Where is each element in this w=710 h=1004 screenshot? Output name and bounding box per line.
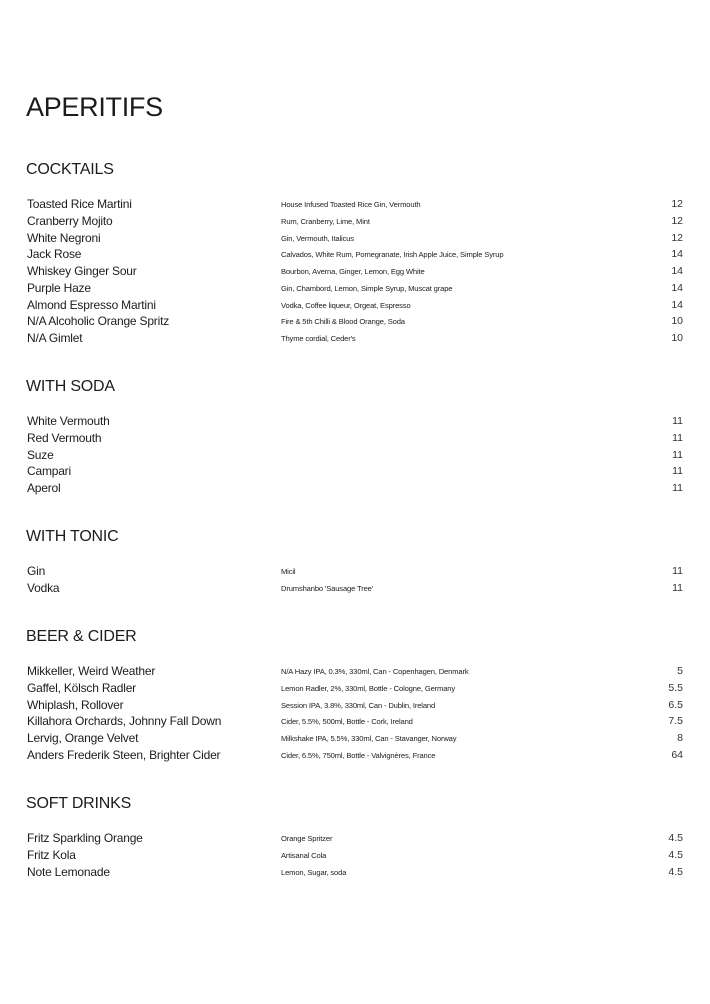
menu-item	[0, 463, 710, 480]
item-price: 14	[671, 281, 683, 294]
item-name: Aperol	[27, 481, 61, 495]
item-price: 11	[672, 581, 683, 594]
item-price: 11	[672, 431, 683, 444]
item-description: Lemon, Sugar, soda	[281, 867, 347, 877]
menu-item	[0, 313, 710, 330]
item-price: 12	[671, 231, 683, 244]
menu-item	[0, 480, 710, 497]
item-price: 4.5	[668, 848, 683, 861]
item-price: 12	[671, 198, 683, 210]
item-description: Thyme cordial, Ceder's	[281, 334, 356, 343]
section-heading: SOFT DRINKS	[26, 795, 132, 812]
menu-item	[0, 430, 710, 447]
item-price: 7.5	[668, 715, 683, 728]
item-name: Suze	[27, 447, 54, 462]
item-description: Lemon Radler, 2%, 330ml, Bottle - Cologne, Germany	[281, 683, 455, 693]
menu-item	[0, 297, 710, 314]
menu-item	[0, 563, 710, 580]
item-description: Cider, 5.5%, 500ml, Bottle - Cork, Ireland	[281, 717, 413, 727]
page-title: APERITIFS	[26, 92, 163, 122]
item-name: Vodka	[27, 580, 60, 595]
menu-item	[0, 263, 710, 280]
item-price: 11	[672, 482, 683, 494]
item-description: Gin, Chambord, Lemon, Simple Syrup, Muscat grape	[281, 283, 453, 293]
item-name: Jack Rose	[27, 247, 82, 262]
item-name: White Negroni	[27, 230, 101, 245]
item-name: Killahora Orchards, Johnny Fall Down	[27, 714, 222, 729]
item-name: Mikkeller, Weird Weather	[27, 664, 156, 678]
item-price: 14	[671, 265, 683, 277]
menu-item	[0, 280, 710, 297]
item-name: Cranberry Mojito	[27, 213, 113, 228]
menu-item	[0, 847, 710, 864]
item-name: Whiplash, Rollover	[27, 697, 124, 712]
item-price: 14	[671, 298, 683, 311]
menu-item	[0, 330, 710, 347]
item-price: 8	[677, 732, 683, 744]
item-price: 5.5	[668, 681, 683, 694]
item-price: 12	[671, 214, 683, 227]
item-price: 4.5	[668, 865, 683, 878]
item-description: Session IPA, 3.8%, 330ml, Can - Dublin, Ireland	[281, 700, 436, 710]
menu-item	[0, 196, 710, 213]
section-heading: WITH SODA	[26, 378, 115, 395]
menu-item	[0, 580, 710, 597]
menu-item	[0, 697, 710, 714]
item-price: 10	[671, 315, 683, 328]
item-description: Rum, Cranberry, Lime, Mint	[281, 216, 370, 226]
menu-item	[0, 713, 710, 730]
item-list	[0, 663, 710, 764]
item-description: Gin, Vermouth, Italicus	[281, 233, 354, 243]
menu-item	[0, 830, 710, 847]
section-heading: WITH TONIC	[26, 528, 119, 545]
item-name: Fritz Sparkling Orange	[27, 831, 143, 845]
item-description: Bourbon, Averna, Ginger, Lemon, Egg White	[281, 267, 425, 276]
item-price: 6.5	[668, 698, 683, 711]
item-name: Fritz Kola	[27, 847, 76, 862]
menu-item	[0, 680, 710, 697]
item-name: White Vermouth	[27, 414, 110, 428]
item-price: 14	[671, 248, 683, 261]
item-description: Orange Spritzer	[281, 834, 333, 843]
item-name: Red Vermouth	[27, 430, 102, 445]
menu-item	[0, 230, 710, 247]
item-description: Cider, 6.5%, 750ml, Bottle - Valvignères, France	[281, 750, 436, 760]
item-list	[0, 563, 710, 597]
item-description: Milkshake IPA, 5.5%, 330ml, Can - Stavanger, Norway	[281, 734, 457, 743]
item-name: Gaffel, Kölsch Radler	[27, 680, 136, 695]
item-name: Note Lemonade	[27, 864, 110, 879]
item-list	[0, 830, 710, 880]
menu-item	[0, 663, 710, 680]
menu-item	[0, 413, 710, 430]
menu-item	[0, 747, 710, 764]
item-name: N/A Gimlet	[27, 331, 83, 345]
item-name: Lervig, Orange Velvet	[27, 731, 139, 745]
item-description: Artisanal Cola	[281, 850, 327, 860]
item-name: Anders Frederik Steen, Brighter Cider	[27, 747, 221, 762]
item-list	[0, 196, 710, 347]
item-price: 11	[672, 565, 683, 577]
item-description: Fire & 5th Chilli & Blood Orange, Soda	[281, 317, 405, 327]
item-name: Toasted Rice Martini	[27, 197, 132, 211]
item-name: N/A Alcoholic Orange Spritz	[27, 314, 170, 329]
item-price: 11	[672, 465, 683, 478]
item-name: Purple Haze	[27, 280, 91, 295]
item-description: Calvados, White Rum, Pomegranate, Irish Apple Juice, Simple Syrup	[281, 250, 504, 260]
item-price: 4.5	[668, 832, 683, 844]
menu-item	[0, 447, 710, 464]
menu-item	[0, 246, 710, 263]
menu-item	[0, 864, 710, 881]
item-price: 5	[677, 665, 683, 677]
menu-item	[0, 213, 710, 230]
item-name: Almond Espresso Martini	[27, 297, 156, 312]
item-name: Gin	[27, 564, 46, 578]
item-price: 11	[672, 448, 683, 461]
item-description: N/A Hazy IPA, 0.3%, 330ml, Can - Copenhagen, Denmark	[281, 667, 469, 676]
item-description: Micil	[281, 567, 296, 576]
menu-item	[0, 730, 710, 747]
item-price: 64	[671, 748, 683, 761]
item-description: House Infused Toasted Rice Gin, Vermouth	[281, 200, 421, 209]
item-description: Vodka, Coffee liqueur, Orgeat, Espresso	[281, 300, 411, 310]
section-heading: BEER & CIDER	[26, 628, 137, 645]
item-name: Whiskey Ginger Sour	[27, 264, 137, 278]
item-price: 11	[672, 415, 683, 427]
item-price: 10	[671, 332, 683, 344]
section-heading: COCKTAILS	[26, 161, 114, 178]
item-name: Campari	[27, 464, 71, 479]
item-list	[0, 413, 710, 497]
item-description: Drumshanbo 'Sausage Tree'	[281, 583, 374, 593]
